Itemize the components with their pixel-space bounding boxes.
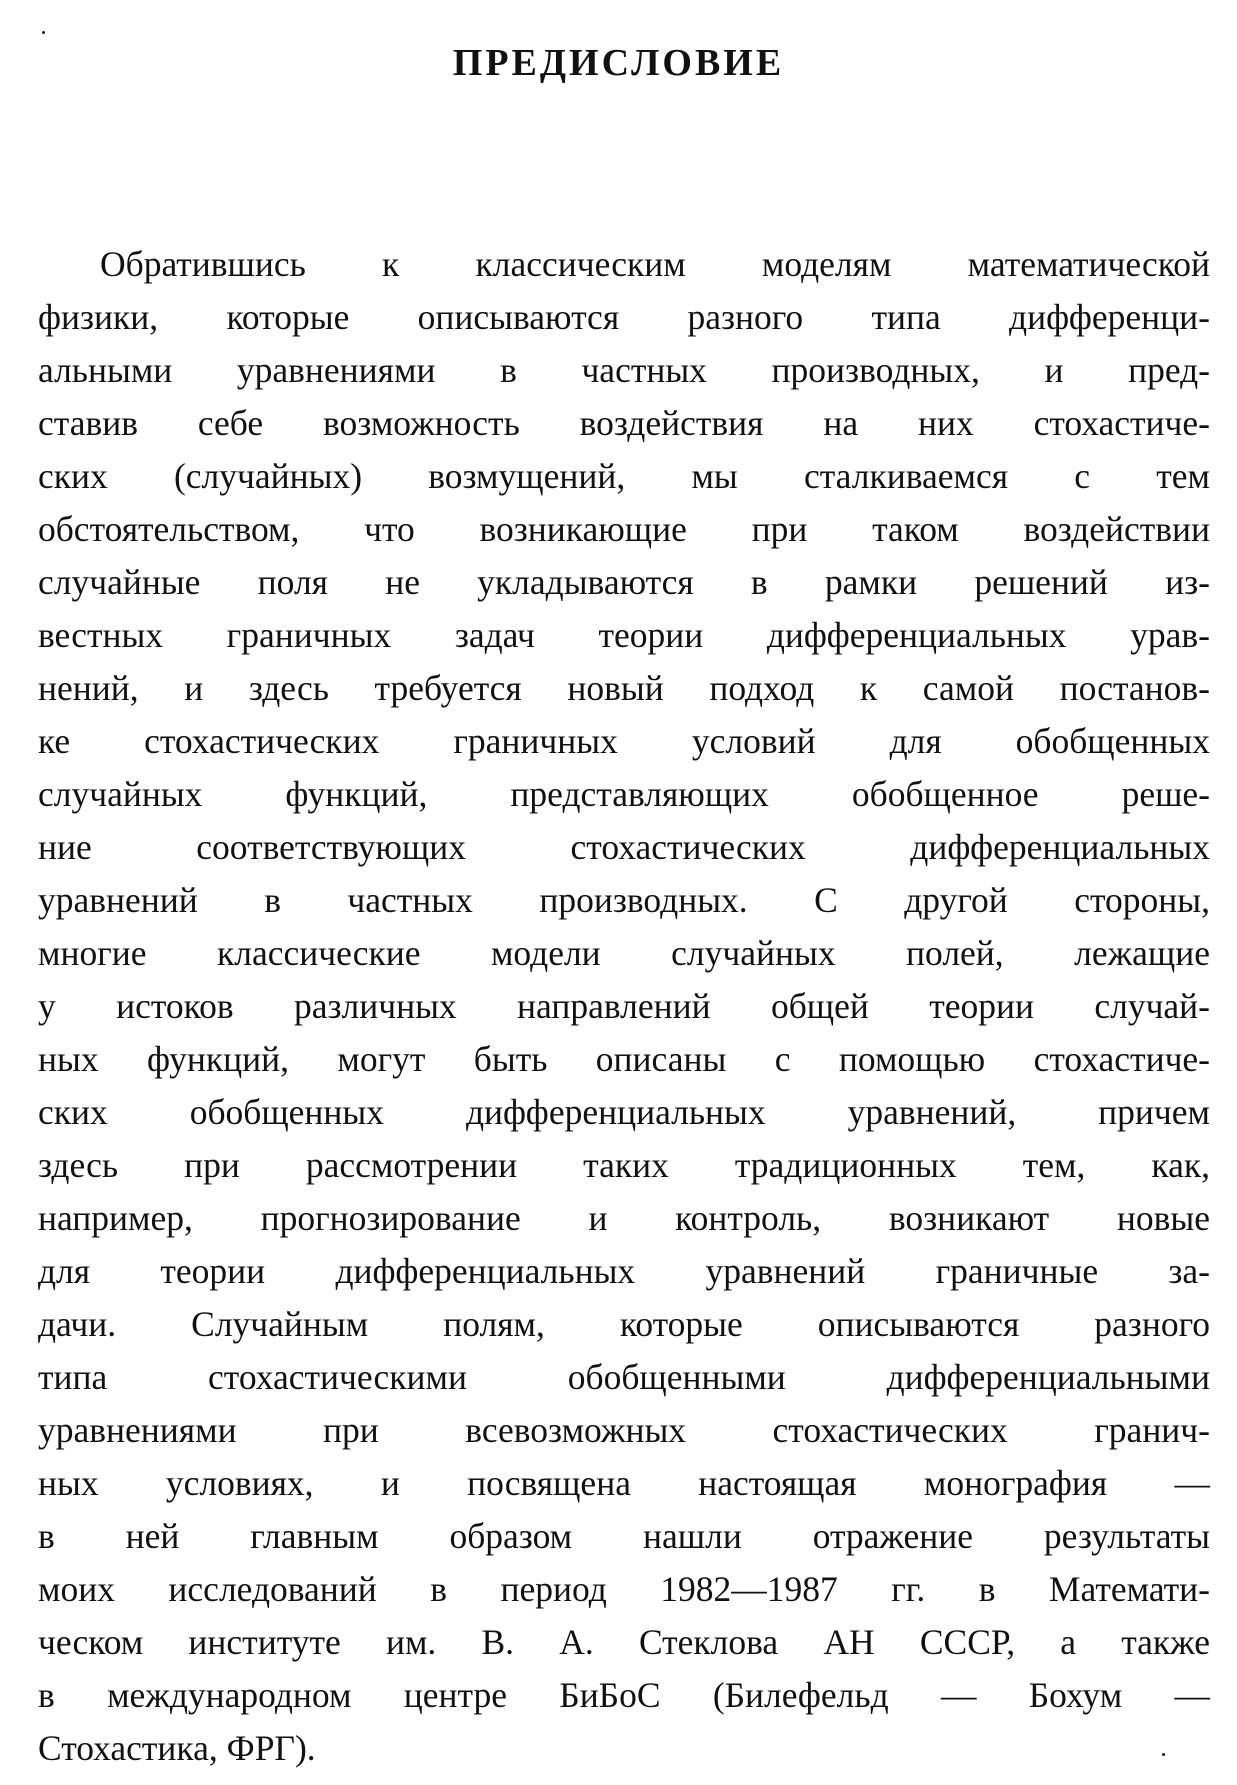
- text-line: здесь при рассмотрении таких традиционных тем, как,: [38, 1145, 1210, 1185]
- text-line: ние соответствующих стохастических дифференциальных: [38, 827, 1210, 867]
- text-line: в международном центре БиБоС (Билефельд — Бохум —: [38, 1675, 1210, 1715]
- text-line: ческом институте им. В. А. Стеклова АН СССР, а также: [38, 1622, 1210, 1662]
- text-line: в ней главным образом нашли отражение результаты: [38, 1516, 1210, 1556]
- text-line: ных функций, могут быть описаны с помощью стохастиче-: [38, 1039, 1210, 1079]
- text-line: ставив себе возможность воздействия на них стохастиче-: [38, 403, 1210, 443]
- text-line: ных условиях, и посвящена настоящая монография —: [38, 1463, 1210, 1503]
- preface-paragraph: [38, 238, 1210, 1775]
- text-line: ке стохастических граничных условий для обобщенных: [38, 721, 1210, 761]
- text-line: моих исследований в период 1982—1987 гг. в Математи-: [38, 1569, 1210, 1609]
- text-line: Обратившись к классическим моделям математической: [100, 244, 1210, 284]
- text-line: вестных граничных задач теории дифференциальных урав-: [38, 615, 1210, 655]
- text-line: типа стохастическими обобщенными дифференциальными: [38, 1357, 1210, 1397]
- print-speck: [42, 31, 45, 34]
- text-line: ских обобщенных дифференциальных уравнений, причем: [38, 1092, 1210, 1132]
- text-line: случайные поля не укладываются в рамки решений из-: [38, 562, 1210, 602]
- text-line: уравнений в частных производных. С другой стороны,: [38, 880, 1210, 920]
- text-line: Стохастика, ФРГ).: [38, 1728, 316, 1768]
- text-line: нений, и здесь требуется новый подход к самой постанов-: [38, 668, 1210, 708]
- text-line: физики, которые описываются разного типа дифференци-: [38, 297, 1210, 337]
- text-line: случайных функций, представляющих обобщенное реше-: [38, 774, 1210, 814]
- text-line: альными уравнениями в частных производных, и пред-: [38, 350, 1210, 390]
- text-line: дачи. Случайным полям, которые описываются разного: [38, 1304, 1210, 1344]
- text-line: обстоятельством, что возникающие при таком воздействии: [38, 509, 1210, 549]
- text-line: многие классические модели случайных полей, лежащие: [38, 933, 1210, 973]
- page-title: ПРЕДИСЛОВИЕ: [452, 42, 785, 85]
- text-line: например, прогнозирование и контроль, возникают новые: [38, 1198, 1210, 1238]
- text-line: у истоков различных направлений общей теории случай-: [38, 986, 1210, 1026]
- text-line: ских (случайных) возмущений, мы сталкиваемся с тем: [38, 456, 1210, 496]
- text-line: для теории дифференциальных уравнений граничные за-: [38, 1251, 1210, 1291]
- text-line: уравнениями при всевозможных стохастических гранич-: [38, 1410, 1210, 1450]
